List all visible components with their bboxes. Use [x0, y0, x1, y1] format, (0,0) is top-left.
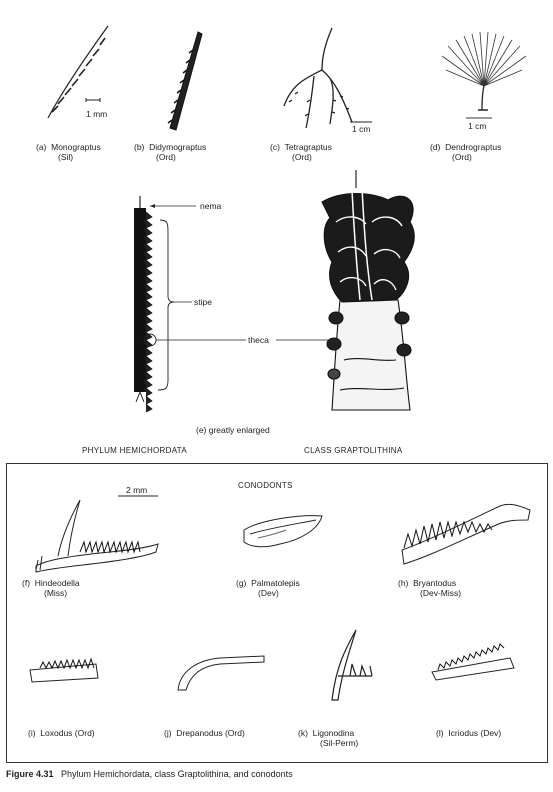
figure-number: Figure 4.31 [6, 769, 54, 779]
caption-j: (j) Drepanodus (Ord) [164, 728, 245, 738]
dendrograptus-drawing [442, 32, 526, 118]
caption-e: (e) greatly enlarged [196, 425, 270, 435]
caption-h: (h) Bryantodus (Dev-Miss) [398, 578, 462, 598]
monograptus-drawing [48, 26, 108, 118]
caption-g: (g) Palmatolepis (Dev) [236, 578, 300, 598]
tetragraptus-drawing [284, 28, 372, 128]
conodonts-heading: CONODONTS [238, 481, 293, 490]
conodont-scale-label: 2 mm [126, 485, 148, 495]
palmatolepis-drawing [244, 516, 322, 547]
figure-caption-text: Phylum Hemichordata, class Graptolithina, and conodonts [61, 769, 293, 779]
ligonodina-drawing [332, 630, 372, 700]
caption-l: (l) Icriodus (Dev) [436, 728, 502, 738]
figure-caption [6, 769, 293, 779]
caption-k: (k) Ligonodina (Sil-Perm) [298, 728, 359, 748]
scale-label-cm-d: 1 cm [468, 121, 487, 131]
bryantodus-drawing [402, 504, 530, 564]
caption-i: (i) Loxodus (Ord) [28, 728, 95, 738]
caption-d: (d) Dendrograptus (Ord) [430, 142, 502, 162]
caption-c: (c) Tetragraptus (Ord) [270, 142, 332, 162]
caption-b: (b) Didymograptus (Ord) [134, 142, 207, 162]
label-theca: theca [248, 335, 269, 345]
caption-a: (a) Monograptus (Sil) [36, 142, 101, 162]
label-nema: nema [200, 201, 222, 211]
enlarged-theca-drawing [322, 170, 414, 410]
stipe-drawing [134, 196, 332, 412]
scale-label-cm-c: 1 cm [352, 124, 371, 134]
didymograptus-drawing [168, 32, 202, 130]
loxodus-drawing [30, 659, 98, 682]
caption-f: (f) Hindeodella (Miss) [22, 578, 80, 598]
drepanodus-drawing [178, 656, 264, 690]
hindeodella-drawing [36, 500, 158, 572]
class-heading: CLASS GRAPTOLITHINA [304, 446, 403, 455]
icriodus-drawing [432, 644, 514, 680]
label-stipe: stipe [194, 297, 212, 307]
phylum-heading: PHYLUM HEMICHORDATA [82, 446, 187, 455]
scale-label-mm: 1 mm [86, 109, 108, 119]
